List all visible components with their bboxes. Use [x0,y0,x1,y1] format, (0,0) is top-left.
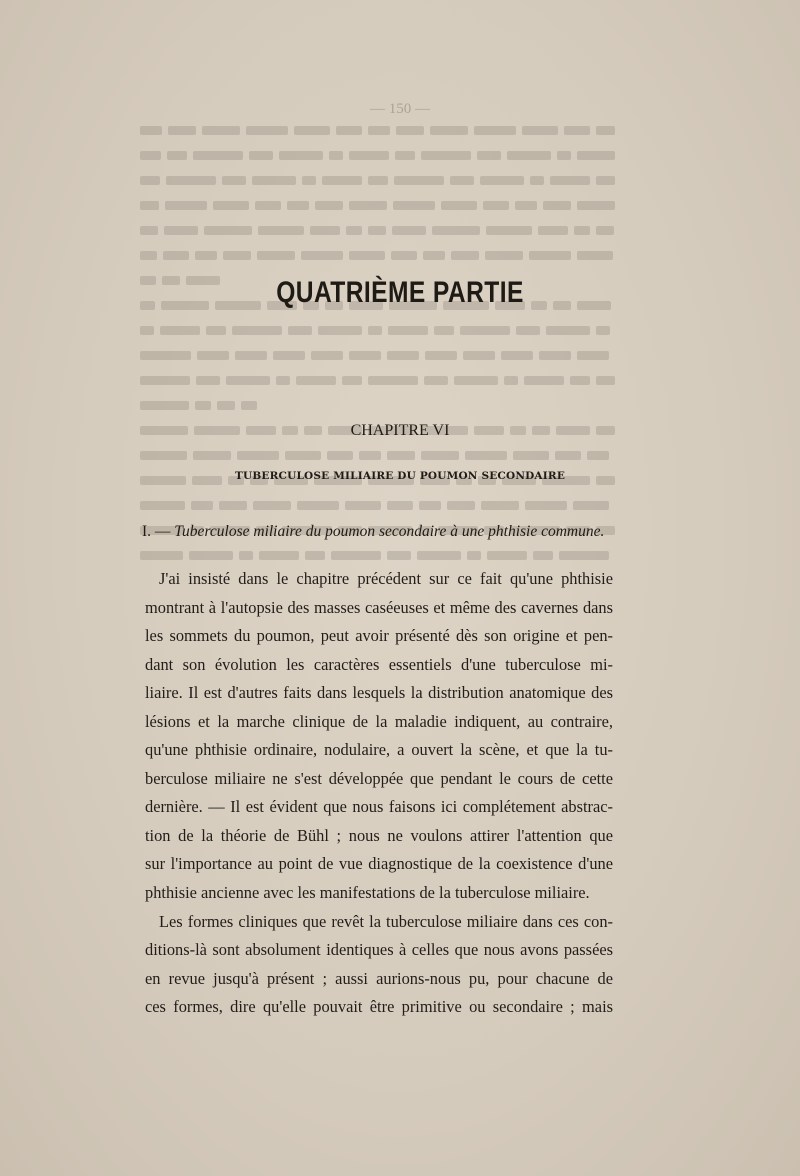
body-text [145,565,613,1022]
section-heading-text: Tuberculose miliaire du poumon secondaire à une phthisie commune. [174,523,605,540]
text-line: Les formes cliniques que revêt la tuberculose miliaire dans ces con- [159,911,613,931]
text-line: J'ai insisté dans le chapitre précédent sur ce fait qu'une phthisie [159,569,613,588]
text-line: dant son évolution les caractères essentiels d'une tuberculose mi- [145,654,613,674]
text-line: ces formes, dire qu'elle pouvait être primitive ou secondaire ; mais [145,997,613,1017]
part-title: QUATRIÈME PARTIE [276,276,524,309]
text-line: tion de la théorie de Bühl ; nous ne voulons attirer l'attention que [145,825,613,845]
text-line: ditions-là sont absolument identiques à celles que nous avons passées [145,940,613,960]
text-line: les sommets du poumon, peut avoir présenté dès son origine et pen- [145,626,613,646]
page-number: — 150 — [370,101,430,117]
chapter-subtitle: TUBERCULOSE MILIAIRE DU POUMON SECONDAIRE [234,470,566,482]
text-line: berculose miliaire ne s'est développée que pendant le cours de cette [145,768,613,788]
paragraph-2 [145,908,613,1022]
text-line: phthisie ancienne avec les manifestations de la tuberculose miliaire. [145,883,590,903]
text-line: en revue jusqu'à présent ; aussi aurions-nous pu, pour chacune de [145,968,613,988]
text-line: sur l'importance au point de vue diagnostique de la coexistence d'une [145,854,613,874]
text-line: lésions et la marche clinique de la maladie indiquent, au contraire, [145,711,613,731]
text-line: dernière. — Il est évident que nous faisons ici complétement abstrac- [145,797,613,817]
text-line: montrant à l'autopsie des masses caséeuses et même des cavernes dans [145,597,613,617]
section-heading [142,523,642,541]
text-line: qu'une phthisie ordinaire, nodulaire, a ouvert la scène, et que la tu- [145,740,613,760]
section-number: I. — [142,523,171,540]
chapter-title: CHAPITRE VI [350,422,450,439]
text-line: liaire. Il est d'autres faits dans lesquels la distribution anatomique des [145,683,613,703]
paragraph-1 [145,565,613,908]
